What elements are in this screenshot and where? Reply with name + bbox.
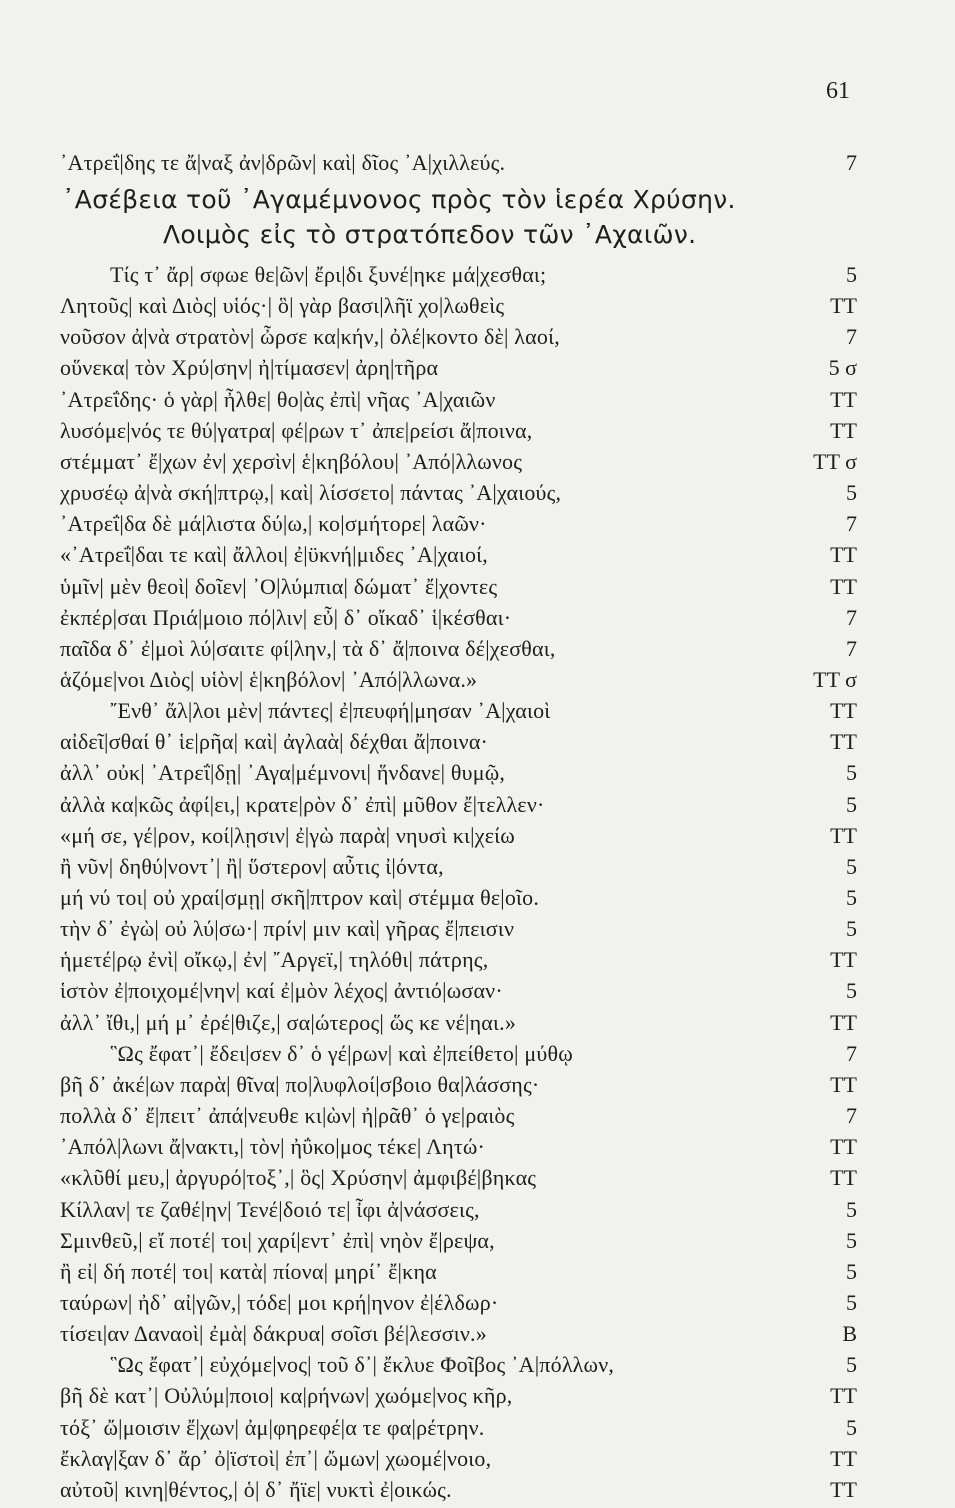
verse-line <box>0 511 955 542</box>
verse-text: ἱστὸν ἐ|ποιχομέ|νην| καί ἐ|μὸν λέχος| ἀντιό|ωσαν· <box>60 978 503 1004</box>
verse-line <box>0 1383 955 1414</box>
verse-text: ᾿Ατρεΐ|δα δὲ μά|λιστα δύ|ω,| κο|σμήτορε| λαῶν· <box>60 511 487 537</box>
meter-annotation: TT <box>830 1009 857 1035</box>
verse-text: βῆ δὲ κατ᾿| Οὐλύμ|ποιο| κα|ρήνων| χωόμε|νος κῆρ, <box>60 1383 513 1409</box>
verse-text: χρυσέῳ ἀ|νὰ σκή|πτρῳ,| καὶ| λίσσετο| πάντας ᾿Α|χαιούς, <box>60 480 562 506</box>
meter-annotation: TT <box>830 947 857 973</box>
verse-text: ἡμετέ|ρῳ ἐνὶ| οἴκῳ,| ἐν| ῎Αργεϊ,| τηλόθι| πάτρης, <box>60 947 489 973</box>
verse-line <box>0 262 955 293</box>
verse-text: παῖδα δ᾿ ἐ|μοὶ λύ|σαιτε φί|λην,| τὰ δ᾿ ἄ|ποινα δέ|χεσθαι, <box>60 635 556 661</box>
meter-annotation: 5 <box>846 916 857 942</box>
verse-line <box>0 978 955 1009</box>
verse-text: αὐτοῦ| κινη|θέντος,| ὁ| δ᾿ ἤϊε| νυκτὶ ἐ|οικώς. <box>60 1476 452 1502</box>
verse-line <box>0 324 955 355</box>
verse-line <box>0 1321 955 1352</box>
verse-line <box>0 1165 955 1196</box>
meter-annotation: TT <box>830 417 857 443</box>
verse-line <box>0 542 955 573</box>
verse-text: ταύρων| ἠδ᾿ αἰ|γῶν,| τόδε| μοι κρή|ηνον ἐ|έλδωρ· <box>60 1289 499 1315</box>
verse-text: ἀλλ᾿ οὐκ| ᾿Ατρεΐ|δῃ| ᾿Αγα|μέμνονι| ἥνδανε| θυμῷ, <box>60 760 506 786</box>
verse-line <box>0 1072 955 1103</box>
verse-text: τόξ᾿ ὤ|μοισιν ἔ|χων| ἀμ|φηρεφέ|α τε φα|ρέτρην. <box>60 1414 485 1440</box>
verse-text: ἀλλ᾿ ἴθι,| μή μ᾿ ἐρέ|θιζε,| σα|ώτερος| ὥς κε νέ|ηαι.» <box>60 1009 517 1035</box>
verse-text: ἀλλὰ κα|κῶς ἀφί|ει,| κρατε|ρὸν δ᾿ ἐπὶ| μῦθον ἔ|τελλεν· <box>60 791 545 817</box>
meter-annotation: 5 <box>846 853 857 879</box>
section-heading: ᾿Ασέβεια τοῦ ᾿Αγαμέμνονος πρὸς τὸν ἱερέα Χρύσην. <box>62 185 736 214</box>
verse-line <box>0 1259 955 1290</box>
meter-annotation: 5 <box>846 1227 857 1253</box>
verse-line <box>0 574 955 605</box>
meter-annotation: 5 σ <box>828 355 857 381</box>
meter-annotation: B <box>842 1321 857 1347</box>
meter-annotation: TT <box>830 573 857 599</box>
meter-annotation: 5 <box>846 885 857 910</box>
meter-annotation: 5 <box>846 978 857 1004</box>
verse-text: ἐκπέρ|σαι Πριά|μοιο πό|λιν| εὖ| δ᾿ οἴκαδ᾿ ἱ|κέσθαι· <box>60 604 512 630</box>
meter-annotation: TT <box>830 1383 857 1409</box>
verse-text: ἁζόμε|νοι Διὸς| υἱὸν| ἑ|κηβόλον| ᾿Από|λλωνα.» <box>60 666 478 692</box>
meter-annotation: TT <box>830 729 857 755</box>
meter-annotation: TT <box>830 386 857 412</box>
verse-line <box>0 854 955 885</box>
verse-line <box>0 792 955 823</box>
meter-annotation: 5 <box>846 760 857 786</box>
verse-line <box>0 1228 955 1259</box>
verse-text: αἰδεῖ|σθαί θ᾿ ἱε|ρῆα| καὶ| ἀγλαὰ| δέχθαι ἄ|ποινα· <box>60 729 489 755</box>
verse-text: ᾿Ατρεΐ|δης τε ἄ|ναξ ἀν|δρῶν| καὶ| δῖος ᾿Α|χιλλεύς. <box>60 150 506 175</box>
meter-annotation: 5 <box>846 791 857 817</box>
verse-line <box>0 729 955 760</box>
verse-text: λυσόμε|νός τε θύ|γατρα| φέ|ρων τ᾿ ἀπε|ρείσι ἄ|ποινα, <box>60 417 533 443</box>
verse-text: Κίλλαν| τε ζαθέ|ην| Τενέ|δοιό τε| ἶφι ἀ|νάσσεις, <box>60 1196 480 1222</box>
verse-line <box>0 1290 955 1321</box>
verse-text: μή νύ τοι| οὐ χραί|σμῃ| σκῆ|πτρον καὶ| στέμμα θε|οῖο. <box>60 885 540 910</box>
meter-annotation: TT σ <box>813 448 857 474</box>
verse-text: ὑμῖν| μὲν θεοὶ| δοῖεν| ᾿Ο|λύμπια| δώματ᾿ ἔ|χοντες <box>60 573 498 599</box>
verse-text: Τίς τ᾿ ἄρ| σφωε θε|ῶν| ἔρι|δι ξυνέ|ηκε μά|χεσθαι; <box>110 262 547 287</box>
meter-annotation: TT <box>830 822 857 848</box>
meter-annotation: 5 <box>846 1258 857 1284</box>
verse-line <box>0 1415 955 1446</box>
verse-line <box>0 885 955 916</box>
meter-annotation: 5 <box>846 1196 857 1222</box>
meter-annotation: TT σ <box>813 666 857 692</box>
verse-line <box>0 480 955 511</box>
meter-annotation: 5 <box>846 1289 857 1315</box>
verse-line <box>0 698 955 729</box>
verse-line <box>0 355 955 386</box>
verse-text: ἔκλαγ|ξαν δ᾿ ἄρ᾿ ὀ|ϊστοὶ| ἐπ᾿| ὤμων| χωομέ|νοιο, <box>60 1445 492 1471</box>
meter-annotation: 5 <box>846 1414 857 1440</box>
verse-line <box>0 1477 955 1508</box>
verse-text: βῆ δ᾿ ἀκέ|ων παρὰ| θῖνα| πο|λυφλοί|σβοιο θα|λάσσης· <box>60 1071 540 1097</box>
verse-text: ᾿Ατρεΐδης· ὁ γὰρ| ἦλθε| θο|ὰς ἐπὶ| νῆας ᾿Α|χαιῶν <box>60 386 496 412</box>
verse-text: Σμινθεῦ,| εἴ ποτέ| τοι| χαρί|εντ᾿ ἐπὶ| νηὸν ἔ|ρεψα, <box>60 1227 495 1253</box>
meter-annotation: 7 <box>846 635 857 661</box>
section-subheading: Λοιμὸς εἰς τὸ στρατόπεδον τῶν ᾿Αχαιῶν. <box>163 220 697 249</box>
verse-text: οὕνεκα| τὸν Χρύ|σην| ἠ|τίμασεν| ἀρη|τῆρα <box>60 355 439 381</box>
verse-line <box>0 387 955 418</box>
meter-annotation: 7 <box>846 324 857 350</box>
meter-annotation: 7 <box>846 1103 857 1129</box>
verse-line <box>0 418 955 449</box>
verse-text: νοῦσον ἀ|νὰ στρατὸν| ὦρσε κα|κήν,| ὀλέ|κοντο δὲ| λαοί, <box>60 324 560 350</box>
verse-line <box>0 150 955 181</box>
meter-annotation: TT <box>830 293 857 319</box>
verse-text: στέμματ᾿ ἔ|χων ἐν| χερσὶν| ἑ|κηβόλου| ᾿Από|λλωνος <box>60 448 523 474</box>
verse-line <box>0 1041 955 1072</box>
verse-text: τὴν δ᾿ ἐγὼ| οὐ λύ|σω·| πρίν| μιν καὶ| γῆρας ἔ|πεισιν <box>60 916 515 942</box>
page-number: 61 <box>826 78 850 104</box>
verse-line <box>0 636 955 667</box>
verse-line <box>0 760 955 791</box>
meter-annotation: 7 <box>846 150 857 175</box>
meter-annotation: 5 <box>846 262 857 287</box>
meter-annotation: TT <box>830 1134 857 1160</box>
meter-annotation: TT <box>830 1445 857 1471</box>
meter-annotation: TT <box>830 698 857 724</box>
verse-line <box>0 1134 955 1165</box>
meter-annotation: 7 <box>846 604 857 630</box>
verse-text: ᾿Απόλ|λωνι ἄ|νακτι,| τὸν| ἠΰκο|μος τέκε| Λητώ· <box>60 1134 486 1160</box>
verse-text: τίσει|αν Δαναοὶ| ἐμὰ| δάκρυα| σοῖσι βέ|λεσσιν.» <box>60 1321 487 1347</box>
meter-annotation: TT <box>830 1476 857 1502</box>
meter-annotation: 5 <box>846 1352 857 1378</box>
verse-line <box>0 605 955 636</box>
meter-annotation: TT <box>830 542 857 568</box>
verse-text: ῝Ως ἔφατ᾿| εὐχόμε|νος| τοῦ δ᾿| ἔκλυε Φοῖβος ᾿Α|πόλλων, <box>110 1352 615 1378</box>
verse-text: «᾿Ατρεΐ|δαι τε καὶ| ἄλλοι| ἐ|ϋκνή|μιδες ᾿Α|χαιοί, <box>60 542 488 568</box>
verse-text: ῎Ενθ᾿ ἄλ|λοι μὲν| πάντες| ἐ|πευφή|μησαν ᾿Α|χαιοὶ <box>110 698 551 724</box>
meter-annotation: 5 <box>846 480 857 506</box>
verse-text: ἢ νῦν| δηθύ|νοντ᾿| ἢ| ὕστερον| αὖτις ἰ|όντα, <box>60 853 444 879</box>
verse-text: πολλὰ δ᾿ ἔ|πειτ᾿ ἀπά|νευθε κι|ὼν| ἠ|ρᾶθ᾿ ὁ γε|ραιὸς <box>60 1103 515 1129</box>
verse-line <box>0 1352 955 1383</box>
verse-line <box>0 1446 955 1477</box>
verse-line <box>0 293 955 324</box>
meter-annotation: 7 <box>846 1040 857 1066</box>
verse-line <box>0 449 955 480</box>
verse-line <box>0 667 955 698</box>
verse-line <box>0 823 955 854</box>
verse-text: Λητοῦς| καὶ Διὸς| υἱός·| ὃ| γὰρ βασι|λῆϊ χο|λωθεὶς <box>60 293 505 319</box>
meter-annotation: TT <box>830 1165 857 1191</box>
verse-line <box>0 947 955 978</box>
verse-text: ῝Ως ἔφατ᾿| ἔδει|σεν δ᾿ ὁ γέ|ρων| καὶ ἐ|πείθετο| μύθῳ <box>110 1040 573 1066</box>
verse-line <box>0 1103 955 1134</box>
verse-line <box>0 916 955 947</box>
meter-annotation: 7 <box>846 511 857 537</box>
verse-line <box>0 1010 955 1041</box>
verse-text: ἢ εἰ| δή ποτέ| τοι| κατὰ| πίονα| μηρί᾿ ἔ|κηα <box>60 1258 437 1284</box>
verse-text: «μή σε, γέ|ρον, κοί|λῃσιν| ἐ|γὼ παρὰ| νηυσὶ κι|χείω <box>60 822 515 848</box>
verse-line <box>0 1197 955 1228</box>
verse-text: «κλῦθί μευ,| ἀργυρό|τοξ᾿,| ὃς| Χρύσην| ἀμφιβέ|βηκας <box>60 1165 537 1191</box>
meter-annotation: TT <box>830 1071 857 1097</box>
